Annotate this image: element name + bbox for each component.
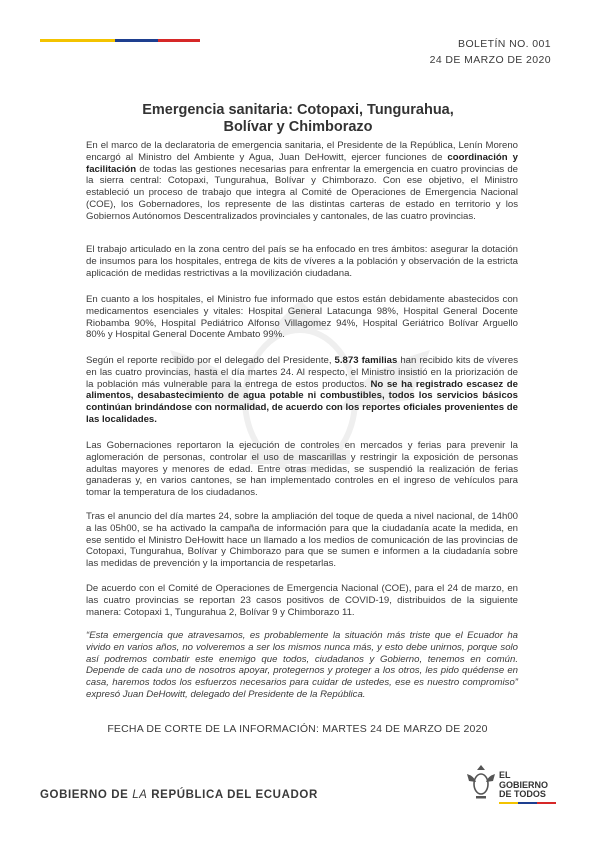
- paragraph-curfew: Tras el anuncio del día martes 24, sobre la ampliación del toque de queda a nivel nacional, de 14h00 a las 05h00, se ha activado la campaña de información para que la ciudadanía acate la medida, en ese sentido el Ministro DeHowitt hace un llamado a los medios de comunicación de las provincias de Cotopaxi, Tungurahua, Bolívar y Chimborazo para que se sumen e informen a la ciudadanía sobre las medidas de prevención y la importancia de respetarlas.: [86, 511, 518, 570]
- emphasis-text: 5.873 familias: [334, 355, 398, 366]
- flag-blue-segment: [115, 39, 158, 42]
- paragraph-quote: “Esta emergencia que atravesamos, es probablemente la situación más triste que el Ecuador ha vivido en varios años, no volveremos a ser los mismos nunca más, y esto debe unirnos, porque solo así podremos combatir este enemigo que todos, ciudadanos y Gobierno, tenemos en común. Depende de cada uno de nosotros apoyar, protegernos y proteger a los otros, les pido quédense en casa, haremos todos los esfuerzos necesarios para cuidar de ustedes, ese es nuestro compromiso” expresó Juan DeHowitt, delegado del Presidente de la República.: [86, 630, 518, 700]
- logo-text: EL: [499, 770, 511, 780]
- flag-yellow-segment: [40, 39, 115, 42]
- coat-of-arms-logo-icon: [466, 764, 496, 802]
- information-cutoff-date: FECHA DE CORTE DE LA INFORMACIÓN: MARTES 24 DE MARZO DE 2020: [107, 723, 488, 735]
- paragraph-coordination: [86, 140, 518, 223]
- flag-blue-segment: [518, 802, 537, 804]
- logo-flag-stripe: [499, 802, 556, 804]
- paragraph-hospitals: En cuanto a los hospitales, el Ministro fue informado que estos están debidamente abastecidos con medicamentos esenciales y vitales: Hospital General Latacunga 98%, Hospital General Docente Riobamba 90%, Hospital Pediátrico Alfonso Villagomez 94%, Hospital Geriátrico Bolívar Arguello 80% y Hospital General Docente Ambato 99%.: [86, 294, 518, 341]
- bulletin-number: BOLETÍN NO. 001: [458, 38, 551, 50]
- footer-government-name: [40, 789, 318, 801]
- footer-text: GOBIERNO DE: [40, 789, 133, 801]
- logo-text: GOBIERNO: [499, 779, 549, 790]
- paragraph-text: En el marco de la declaratoria de emergencia sanitaria, el Presidente de la República, Lenín Moreno encargó al Ministro del Ambiente y Agua, Juan DeHowitt, ejercer funciones de: [86, 140, 518, 163]
- footer-text: REPÚBLICA DEL ECUADOR: [147, 789, 318, 801]
- header-flag-stripe: [40, 39, 200, 42]
- bulletin-date: 24 DE MARZO DE 2020: [429, 54, 551, 66]
- paragraph-text: Según el reporte recibido por el delegado del Presidente,: [86, 355, 335, 366]
- paragraph-text: han recibido kits de víveres en las cuatro provincias, hasta el día martes 24. Al respecto, el Ministro insistió en la priorización de la población más vulnerable para la entrega de estos productos.: [86, 355, 519, 390]
- emphasis-text: No se ha registrado escasez de alimentos, desabastecimiento de agua potable ni combustibles, todos los servicios básicos continúan brindándose con normalidad, de acuerdo con los reportes oficiales provenientes de las localidades.: [86, 378, 518, 425]
- paragraph-focus-areas: El trabajo articulado en la zona centro del país se ha enfocado en tres ámbitos: asegurar la dotación de insumos para los hospitales, entrega de kits de víveres a la población y observación de la estricta aplicación de medidas restrictivas a la movilización ciudadana.: [86, 244, 518, 279]
- flag-red-segment: [158, 39, 200, 42]
- logo-text: DE TODOS: [499, 789, 546, 799]
- page-title-line-2: Bolívar y Chimborazo: [223, 119, 373, 135]
- gobierno-de-todos-logo: [499, 771, 548, 800]
- paragraph-covid-cases: De acuerdo con el Comité de Operaciones de Emergencia Nacional (COE), para el 24 de marzo, en las cuatro provincias se reportan 23 casos positivos de COVID-19, distribuidos de la siguiente manera: Cotopaxi 1, Tungurahua 2, Bolívar 9 y Chimborazo 11.: [86, 583, 518, 618]
- paragraph-food-kits: [86, 355, 518, 426]
- page-title-line-1: Emergencia sanitaria: Cotopaxi, Tungurahua,: [142, 102, 454, 118]
- flag-red-segment: [537, 802, 556, 804]
- footer-text: LA: [132, 789, 148, 801]
- paragraph-governorates: Las Gobernaciones reportaron la ejecución de controles en mercados y ferias para prevenir la aglomeración de personas, controlar el uso de mascarillas y restringir la exposición de personas adultas mayores y menores de edad. Entre otras medidas, se suspendió la realización de ferias ganaderas y, en varios cantones, se han implementado controles en el ingreso de vehículos para tomar la temperatura de los ciudadanos.: [86, 440, 518, 499]
- paragraph-text: de todas las gestiones necesarias para enfrentar la emergencia en cuatro provincias de la sierra central: Cotopaxi, Tungurahua, Bolívar y Chimborazo. Con ese objetivo, el Ministro estableció un proceso de trabajo que integra al Comité de Operaciones de Emergencia Nacional (COE), los Gobernadores, los represente de las distintas carteras de estado en territorio y los Gobiernos Autónomos Descentralizados provinciales y cantonales, de las cuatro provincias.: [86, 163, 518, 222]
- flag-yellow-segment: [499, 802, 518, 804]
- emphasis-text: coordinación y facilitación: [86, 151, 518, 175]
